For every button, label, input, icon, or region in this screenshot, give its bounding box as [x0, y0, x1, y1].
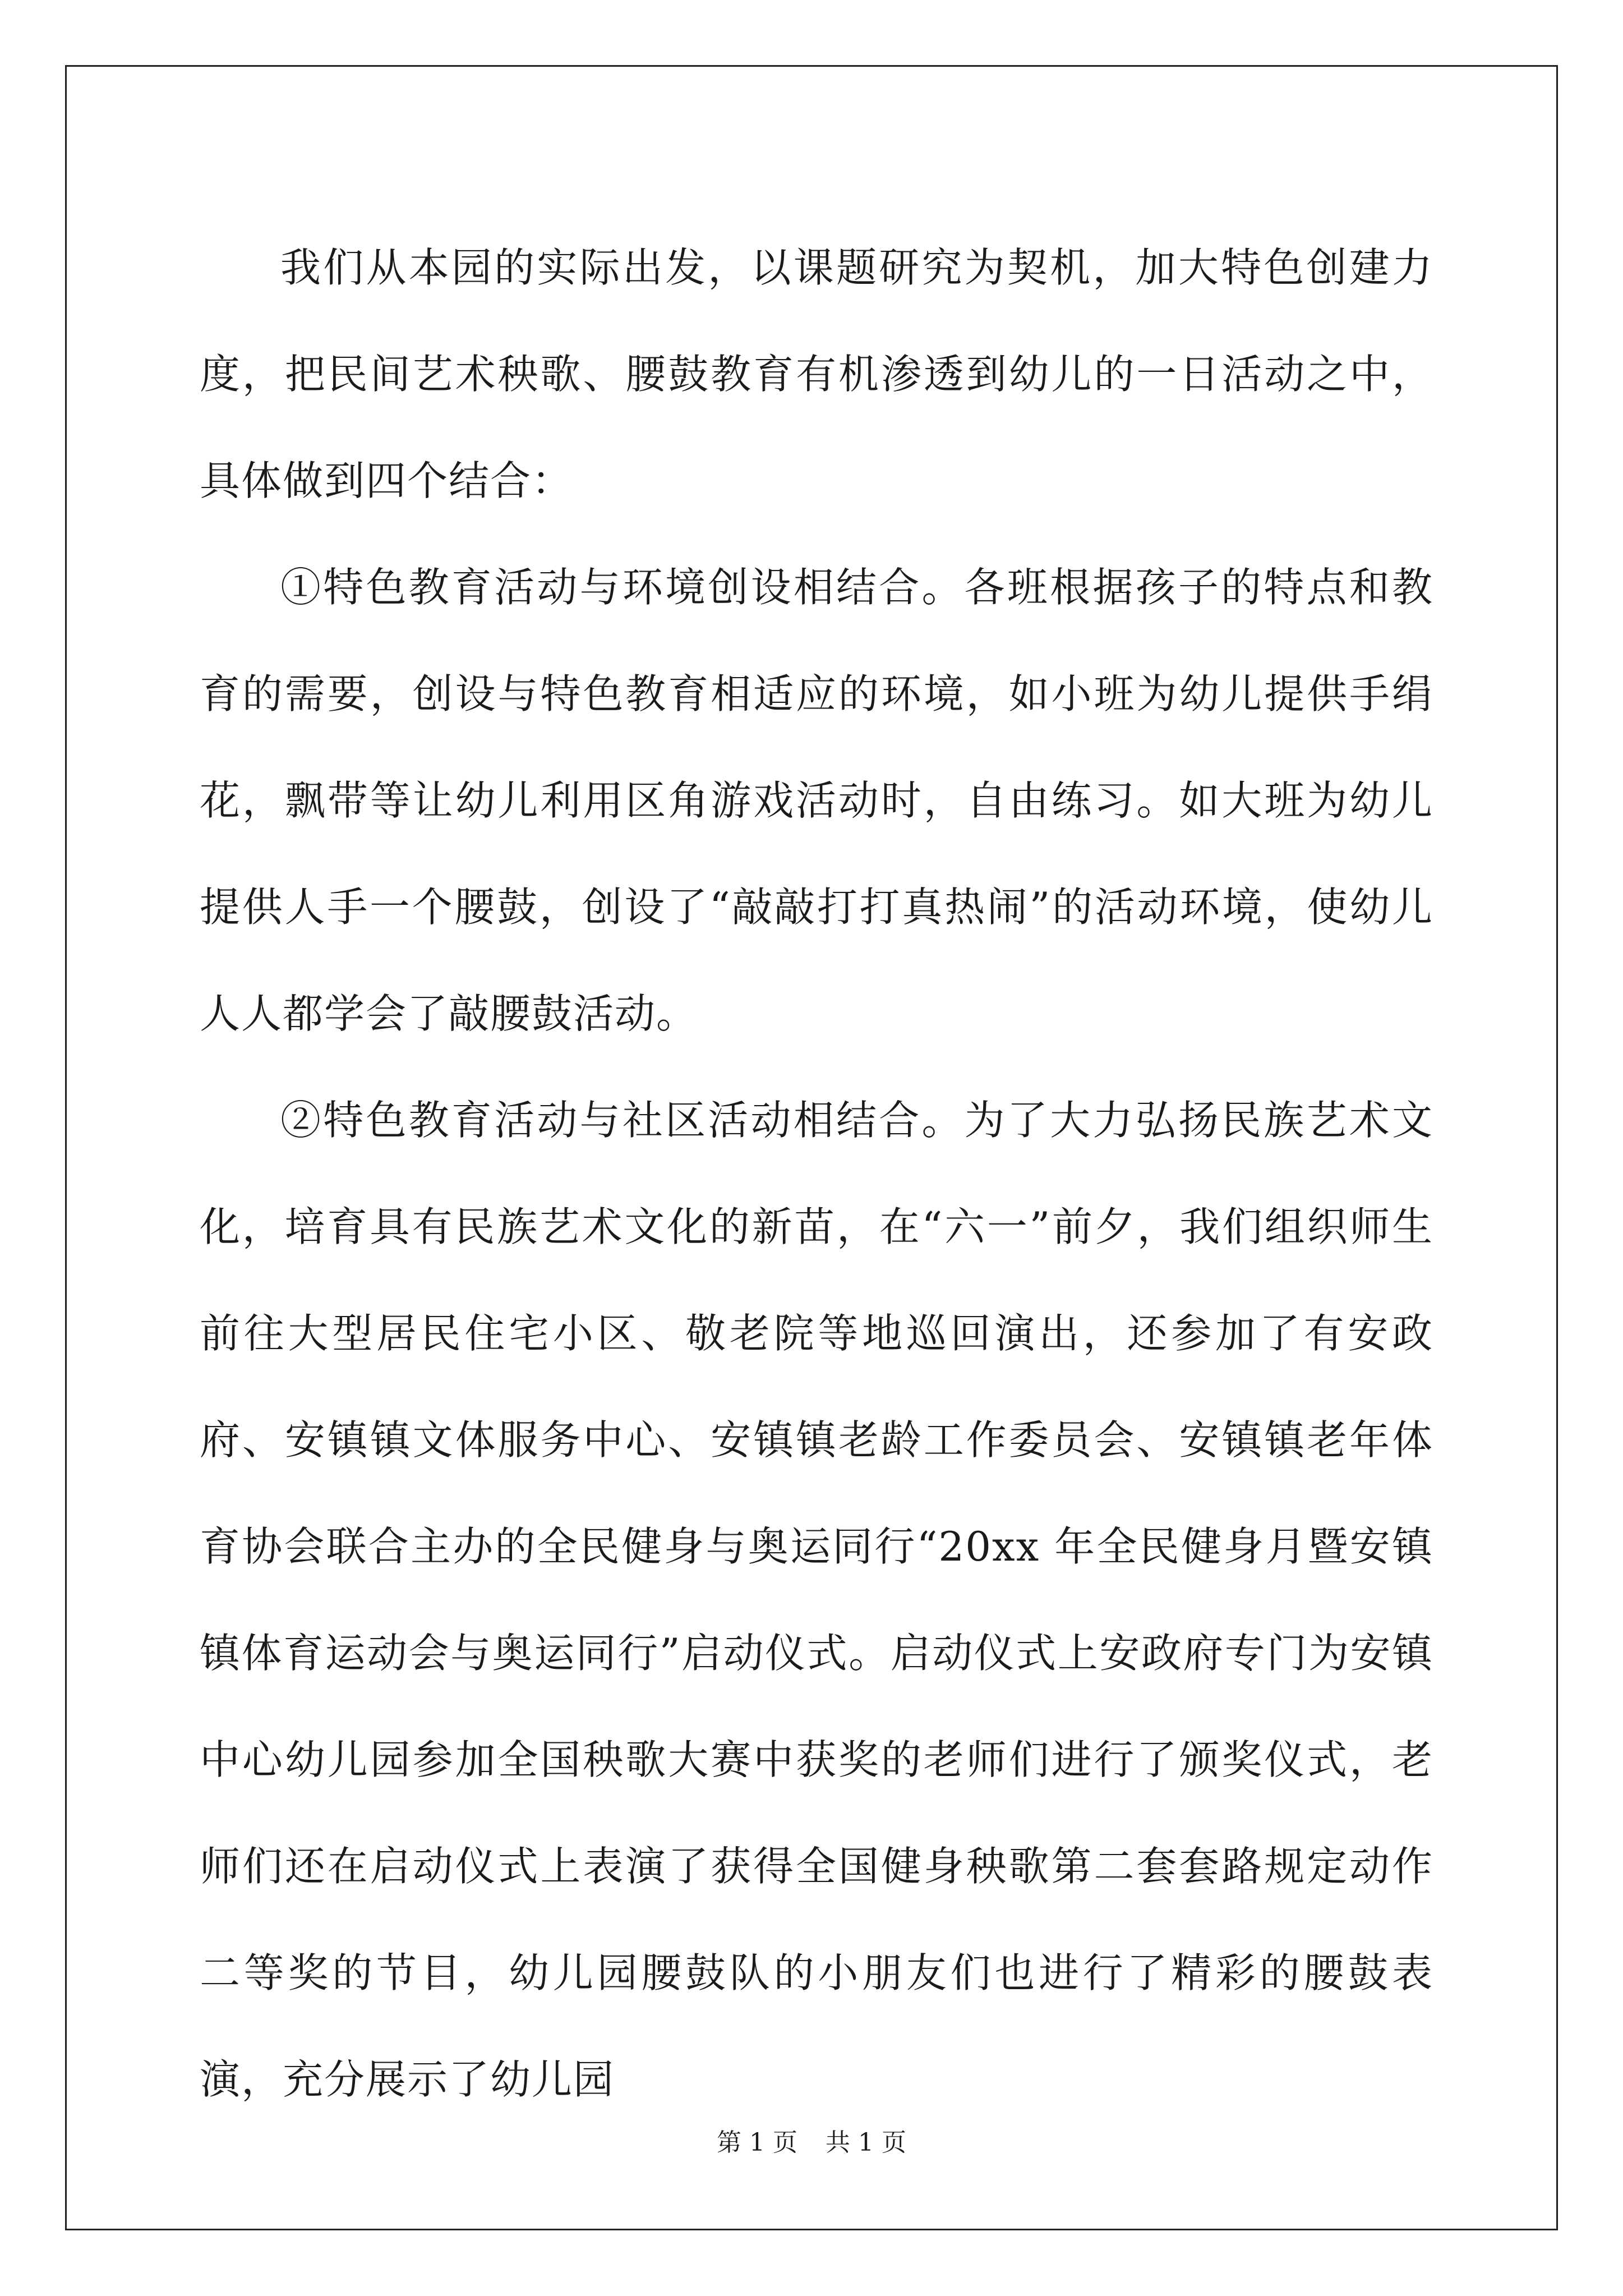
page-number-current: 第 1 页	[717, 2128, 797, 2157]
paragraph-intro: 我们从本园的实际出发，以课题研究为契机，加大特色创建力度，把民间艺术秧歌、腰鼓教育有机渗透到幼儿的一日活动之中，具体做到四个结合：	[200, 244, 1433, 504]
page-footer	[0, 2126, 1623, 2160]
page-number-total: 共 1 页	[826, 2128, 906, 2157]
document-body	[200, 214, 1433, 2133]
paragraph-environment: ①特色教育活动与环境创设相结合。各班根据孩子的特点和教育的需要，创设与特色教育相适应的环境，如小班为幼儿提供手绢花，飘带等让幼儿利用区角游戏活动时，自由练习。如大班为幼儿提供人手一个腰鼓，创设了“敲敲打打真热闹”的活动环境，使幼儿人人都学会了敲腰鼓活动。	[200, 564, 1433, 1037]
paragraph-community: ②特色教育活动与社区活动相结合。为了大力弘扬民族艺术文化，培育具有民族艺术文化的新苗，在“六一”前夕，我们组织师生前往大型居民住宅小区、敬老院等地巡回演出，还参加了有安政府、安镇镇文体服务中心、安镇镇老龄工作委员会、安镇镇老年体育协会联合主办的全民健身与奥运同行“20xx 年全民健身月暨安镇镇体育运动会与奥运同行”启动仪式。启动仪式上安政府专门为安镇中心幼儿园参加全国秧歌大赛中获奖的老师们进行了颁奖仪式，老师们还在启动仪式上表演了获得全国健身秧歌第二套套路规定动作二等奖的节目，幼儿园腰鼓队的小朋友们也进行了精彩的腰鼓表演，充分展示了幼儿园	[200, 1097, 1433, 2103]
